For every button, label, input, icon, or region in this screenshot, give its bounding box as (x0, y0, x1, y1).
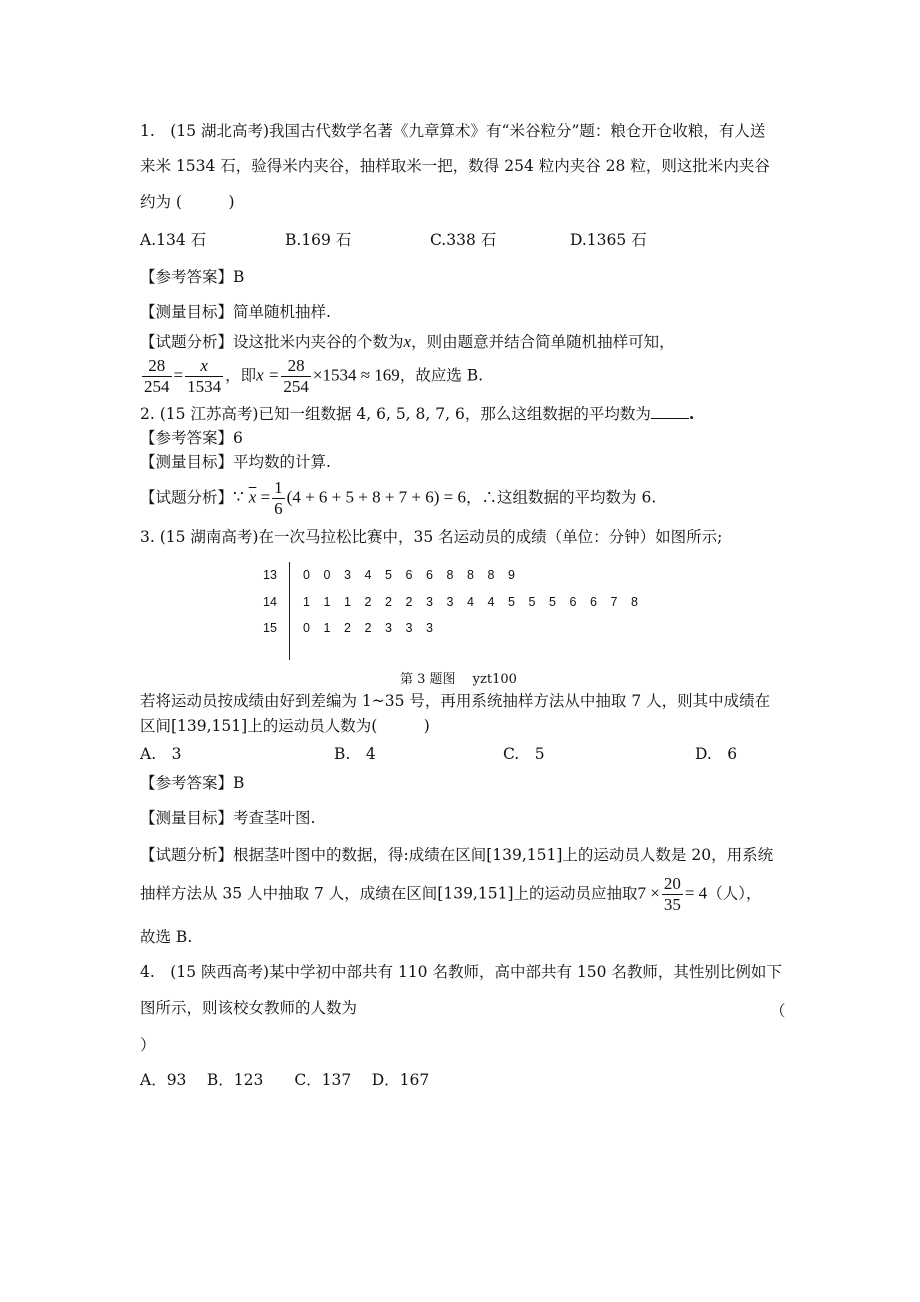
q1-var-x: x (403, 332, 412, 351)
leaf-15-0: 0 (303, 621, 310, 635)
q3-target: 【测量目标】考查茎叶图. (140, 809, 316, 827)
leaf-15-2: 2 (344, 621, 351, 635)
leaf-13-1: 0 (323, 568, 331, 582)
q4-line2: 图所示，则该校女教师的人数为 (140, 999, 358, 1017)
q3-calc-a: 7 × (637, 883, 660, 903)
leaf-14-11: 5 (528, 595, 536, 609)
leaf-14-14: 6 (590, 595, 597, 609)
leaf-13-0: 0 (303, 568, 310, 582)
q1-mid: ，即 (225, 366, 257, 385)
q1-analysis-text-2: ，则由题意并结合简单随机抽样可知， (411, 333, 675, 351)
leaf-14-13: 6 (569, 595, 577, 609)
leaf-14-1: 1 (323, 595, 331, 609)
q1-frac3-num: 28 (281, 356, 311, 377)
leaf-14-8: 4 (467, 595, 474, 609)
q3-option-b: B. 4 (334, 745, 376, 763)
leaf-15-3: 2 (364, 621, 372, 635)
leaf-15-5: 3 (405, 621, 413, 635)
q2-target: 【测量目标】平均数的计算. (140, 453, 331, 471)
leaf-14-16: 8 (631, 595, 638, 609)
q2-analysis (140, 478, 656, 519)
q1-line1: 1. (15 湖北高考)我国古代数学名著《九章算术》有“米谷粒分”题：粮仓开仓收粮，有人送 (140, 122, 766, 140)
q3-calc-b: = 4 (684, 883, 708, 903)
stem-14: 14 (263, 595, 277, 609)
leaf-13-2: 3 (344, 568, 351, 582)
q1-target: 【测量目标】简单随机抽样. (140, 303, 331, 321)
leaf-13-5: 6 (405, 568, 413, 582)
stem-leaf-plot (255, 560, 675, 665)
q3-line3: 区间[139,151]上的运动员人数为( ) (140, 717, 430, 735)
leaf-15-4: 3 (385, 621, 392, 635)
q1-x-eq: x = (256, 365, 280, 385)
leaf-14-10: 5 (508, 595, 515, 609)
leaf-14-7: 3 (446, 595, 454, 609)
q4-paren-open: （ (770, 1002, 786, 1020)
q1-fraction-1 (142, 356, 172, 397)
q4-options: A．93 B．123 C．137 D．167 (140, 1071, 430, 1089)
stem-15: 15 (263, 621, 277, 635)
q3-analysis-3: 故选 B. (140, 928, 193, 946)
q1-line2: 来米 1534 石，验得米内夹谷，抽样取米一把，数得 254 粒内夹谷 28 粒，则这批米内夹谷 (140, 157, 770, 175)
q1-option-d: D.1365 石 (570, 231, 647, 249)
q1-option-a: A.134 石 (140, 231, 207, 249)
q3-analysis-text: 抽样方法从 35 人中抽取 7 人，成绩在区间[139,151]上的运动员应抽取 (140, 884, 638, 903)
q1-end: ，故应选 B. (399, 366, 484, 385)
q3-figure-caption: 第 3 题图 yzt100 (400, 672, 517, 687)
q2-x-bar: $\overline{x}$ (248, 487, 257, 507)
leaf-13-10: 9 (508, 568, 515, 582)
leaf-15-1: 1 (323, 621, 331, 635)
q1-frac3-den: 254 (283, 377, 309, 396)
leaf-14-12: 5 (549, 595, 556, 609)
q2-answer: 【参考答案】6 (140, 429, 243, 447)
q2-question-text: 2. (15 江苏高考)已知一组数据 4, 6, 5, 8, 7, 6，那么这组数据的平均数为 (140, 405, 651, 423)
q2-answer-blank (651, 404, 689, 419)
leaf-13-9: 8 (487, 568, 495, 582)
q2-end: ，∴这组数据的平均数为 6. (466, 488, 657, 507)
q3-option-a: A. 3 (140, 745, 182, 763)
q1-analysis-text: 【试题分析】设这批米内夹谷的个数为 (140, 333, 404, 351)
q3-frac-num: 20 (663, 874, 681, 893)
q1-tail: ×1534 ≈ 169 (312, 365, 400, 385)
q1-option-c: C.338 石 (430, 231, 497, 249)
leaf-14-2: 1 (344, 595, 351, 609)
q3-option-d: D. 6 (695, 745, 738, 763)
leaf-13-8: 8 (467, 568, 474, 582)
q1-option-b: B.169 石 (285, 231, 352, 249)
q4-paren-close: ） (140, 1036, 156, 1054)
q3-line2: 若将运动员按成绩由好到差编为 1~35 号，再用系统抽样方法从中抽取 7 人，则其中成绩在 (140, 692, 771, 710)
leaf-15-6: 3 (426, 621, 433, 635)
leaf-14-5: 2 (405, 595, 413, 609)
q1-line3: 约为 ( ) (140, 193, 235, 211)
q3-answer: 【参考答案】B (140, 774, 245, 792)
leaf-13-4: 5 (385, 568, 392, 582)
q2-analysis-label: 【试题分析】 (140, 488, 234, 507)
leaf-14-0: 1 (303, 595, 310, 609)
q2-period: . (688, 404, 695, 423)
leaf-13-7: 8 (446, 568, 454, 582)
q1-answer: 【参考答案】B (140, 268, 245, 286)
leaf-13-6: 6 (426, 568, 433, 582)
stem-divider-line (289, 562, 290, 660)
q3-option-c: C. 5 (503, 745, 545, 763)
q1-fraction-3 (281, 356, 311, 397)
q1-equals: = (173, 365, 184, 385)
q1-frac2-den: 1534 (187, 377, 222, 396)
leaf-14-4: 2 (385, 595, 392, 609)
leaf-14-6: 3 (426, 595, 433, 609)
q3-analysis-1: 【试题分析】根据茎叶图中的数据，得:成绩在区间[139,151]上的运动员人数是 20，用系统 (140, 846, 774, 864)
q3-line1: 3. (15 湖南高考)在一次马拉松比赛中，35 名运动员的成绩（单位：分钟）如图所示; (140, 528, 723, 546)
q1-frac2-num: x (185, 356, 223, 377)
q2-frac-den: 6 (274, 499, 283, 518)
q3-analysis-unit: （人）， (707, 884, 762, 903)
leaf-14-3: 2 (364, 595, 372, 609)
leaf-14-9: 4 (487, 595, 495, 609)
q1-frac1-num: 28 (142, 356, 172, 377)
q1-fraction-2 (185, 356, 223, 397)
leaf-13-3: 4 (364, 568, 372, 582)
q2-fraction (272, 478, 285, 519)
q1-formula (140, 356, 483, 397)
stem-13: 13 (263, 568, 277, 582)
q2-equals: = (256, 487, 271, 507)
q4-line1: 4. (15 陕西高考)某中学初中部共有 110 名教师，高中部共有 150 名教师，其性别比例如下 (140, 963, 782, 981)
q1-analysis (140, 331, 675, 353)
leaf-14-15: 7 (610, 595, 618, 609)
q3-fraction (662, 874, 683, 915)
q2-expression: (4 + 6 + 5 + 8 + 7 + 6) = 6 (286, 487, 467, 507)
q2-frac-num: 1 (274, 478, 283, 497)
q2-because-symbol: ∵ (233, 487, 244, 507)
q3-analysis-2 (140, 874, 761, 915)
q3-frac-den: 35 (663, 895, 681, 914)
q2-line1 (140, 403, 694, 425)
q1-frac1-den: 254 (144, 377, 170, 396)
